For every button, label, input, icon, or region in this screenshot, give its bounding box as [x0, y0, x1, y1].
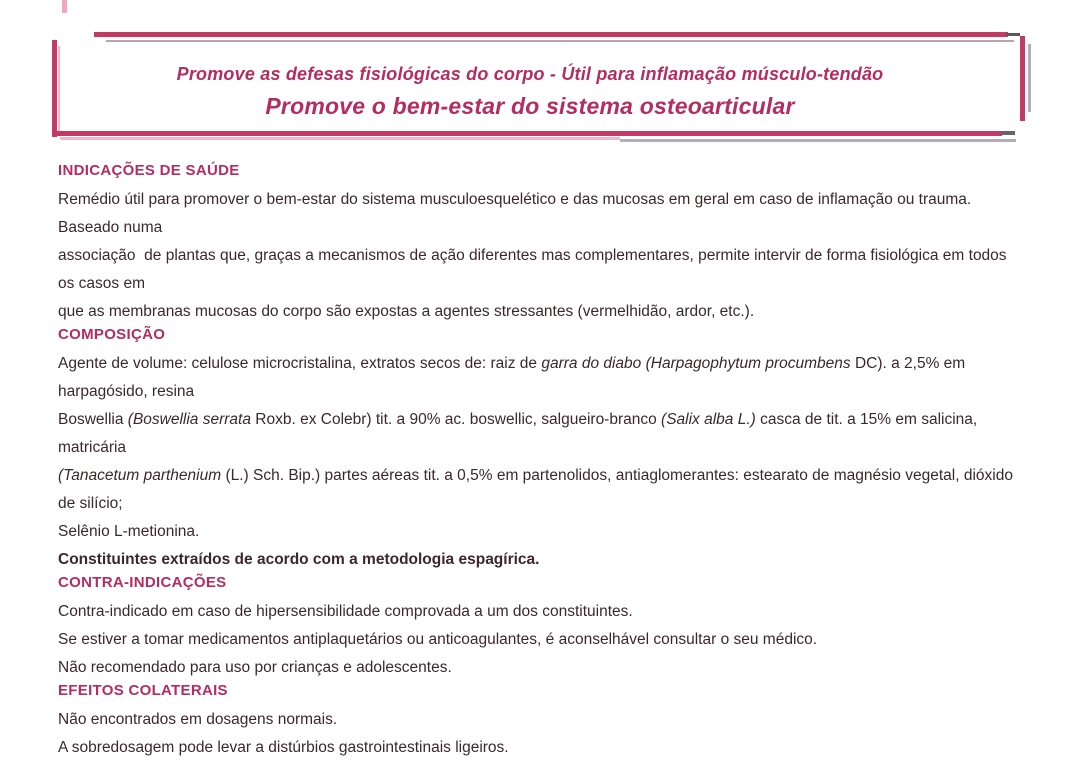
section-contra-indica-es	[58, 574, 1024, 682]
section-heading: INDICAÇÕES DE SAÚDE	[58, 162, 240, 179]
text-line	[58, 706, 1024, 734]
section-text	[58, 598, 1024, 682]
document-body	[58, 158, 1024, 762]
header-subtitle: Promove as defesas fisiológicas do corpo - Útil para inflamação músculo-tendão	[176, 64, 884, 84]
section-heading: CONTRA-INDICAÇÕES	[58, 574, 227, 591]
frame-top-right-elbow	[1006, 33, 1020, 36]
latin-name-italic: (Boswellia serrata	[127, 411, 251, 428]
section-composi-o	[58, 326, 1024, 574]
section-text	[58, 186, 1024, 326]
text-line	[58, 298, 1024, 326]
text-line	[58, 546, 1024, 574]
latin-name-italic: (Salix alba L.)	[661, 411, 756, 428]
section-heading: EFEITOS COLATERAIS	[58, 682, 228, 699]
text-segment: Remédio útil para promover o bem-estar do sistema musculoesquelético e das mucosas em geral em caso de inflamação ou trauma. Baseado numa	[58, 191, 976, 236]
text-line	[58, 350, 1024, 406]
text-segment: A sobredosagem pode levar a distúrbios gastrointestinais ligeiros.	[58, 739, 509, 756]
text-line	[58, 406, 1024, 462]
text-segment: Roxb. ex Colebr) tit. a 90% ac. boswellic, salgueiro-branco	[250, 411, 662, 428]
frame-left-bar-highlight	[58, 46, 60, 134]
frame-left-bar	[52, 40, 57, 137]
frame-top-bar	[94, 32, 1008, 37]
text-line	[58, 186, 1024, 242]
text-segment: Agente de volume: celulose microcristalina, extratos secos de: raiz de	[58, 355, 542, 372]
text-line	[58, 518, 1024, 546]
section-text	[58, 350, 1024, 574]
latin-name-italic: (Tanacetum parthenium	[58, 467, 222, 484]
header-frame	[0, 0, 1080, 150]
text-segment: casca de tit. a 15% em salicina, matricária	[58, 411, 982, 456]
section-heading: COMPOSIÇÃO	[58, 326, 166, 343]
text-segment: Não recomendado para uso por crianças e adolescentes.	[58, 659, 452, 676]
header-main-title: Promove o bem-estar do sistema osteoarticular	[265, 93, 795, 119]
text-segment: Contra-indicado em caso de hipersensibilidade comprovada a um dos constituintes.	[58, 603, 633, 620]
text-line	[58, 242, 1024, 298]
text-line	[58, 734, 1024, 762]
text-segment: Selênio L-metionina.	[58, 523, 200, 540]
text-segment: Se estiver a tomar medicamentos antiplaquetários ou anticoagulantes, é aconselhável consultar o seu médico.	[58, 631, 818, 648]
frame-bottom-bar	[52, 131, 1002, 136]
section-efeitos-colaterais	[58, 682, 1024, 762]
text-segment: (L.) Sch. Bip.) partes aéreas tit. a 0,5% em partenolidos, antiaglomerantes: estearato de magnésio vegetal, dióxido de silício;	[58, 467, 1018, 512]
text-line	[58, 626, 1024, 654]
text-segment: Boswellia	[58, 411, 128, 428]
frame-top-tick	[62, 0, 67, 13]
frame-right-bar-shadow	[1028, 44, 1031, 112]
text-line	[58, 654, 1024, 682]
frame-bottom-shadow-pink	[60, 137, 620, 140]
frame-top-bar-shadow	[106, 40, 1014, 42]
latin-name-italic: garra do diabo (Harpagophytum procumbens	[541, 355, 851, 372]
section-indica-es-de-sa-de	[58, 162, 1024, 326]
text-segment: associação de plantas que, graças a mecanismos de ação diferentes mas complementares, permite intervir de forma fisiológica em todos os casos em	[58, 247, 1011, 292]
frame-bottom-shadow-gray	[620, 139, 1016, 142]
text-line	[58, 462, 1024, 518]
frame-bottom-bar-end	[1000, 131, 1015, 135]
text-segment: que as membranas mucosas do corpo são expostas a agentes stressantes (vermelhidão, ardor, etc.).	[58, 303, 755, 320]
frame-right-bar	[1020, 36, 1025, 121]
text-line	[58, 598, 1024, 626]
section-text	[58, 706, 1024, 762]
emphasis-bold: Constituintes extraídos de acordo com a metodologia espagírica.	[58, 551, 540, 568]
text-segment: Não encontrados em dosagens normais.	[58, 711, 338, 728]
text-segment: DC). a 2,5% em harpagósido, resina	[58, 355, 970, 400]
